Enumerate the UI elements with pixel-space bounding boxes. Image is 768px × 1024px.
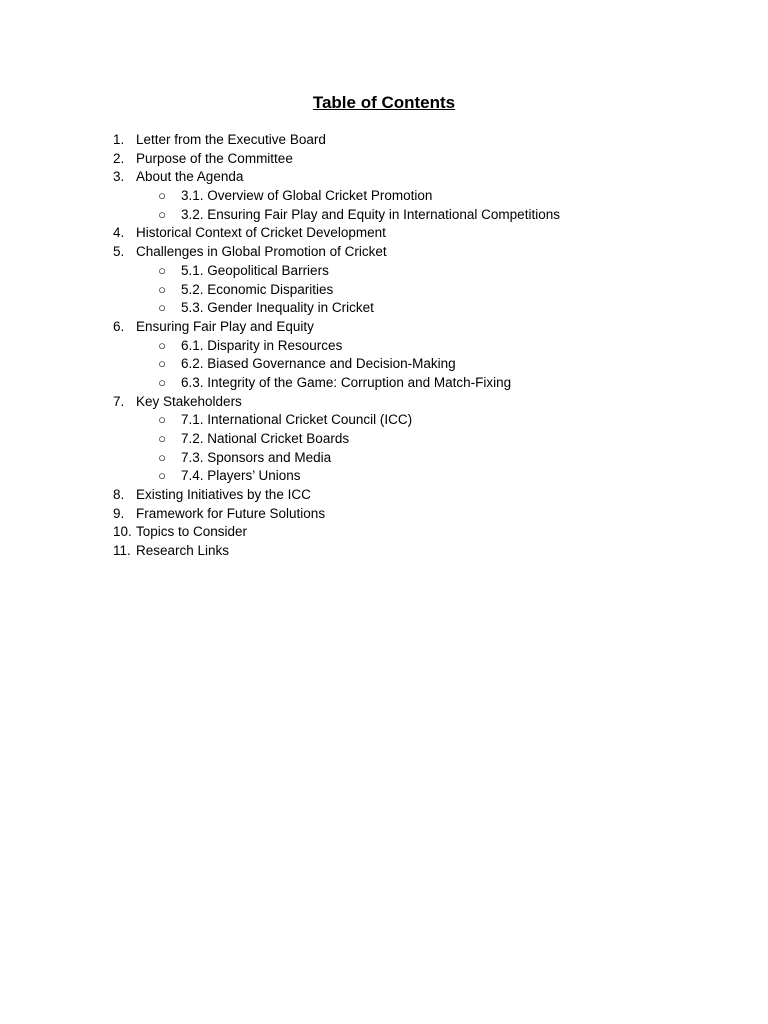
hollow-circle-bullet-icon: ○ bbox=[158, 374, 166, 390]
toc-item-label: Existing Initiatives by the ICC bbox=[136, 487, 311, 503]
toc-item bbox=[0, 486, 768, 505]
toc-item bbox=[0, 150, 768, 169]
toc-item-label: Ensuring Fair Play and Equity bbox=[136, 318, 314, 334]
toc-subitem-label: 6.3. Integrity of the Game: Corruption and Match-Fixing bbox=[181, 374, 512, 390]
toc-subitem-label: 5.3. Gender Inequality in Cricket bbox=[181, 300, 374, 316]
toc-item-number: 11. bbox=[113, 543, 131, 559]
toc-subitem bbox=[0, 467, 768, 486]
toc-subitem-label: 7.3. Sponsors and Media bbox=[181, 449, 332, 465]
toc-item-label: Topics to Consider bbox=[136, 524, 248, 540]
hollow-circle-bullet-icon: ○ bbox=[158, 188, 166, 204]
hollow-circle-bullet-icon: ○ bbox=[158, 412, 166, 428]
toc-subitem bbox=[0, 449, 768, 468]
toc-item-number: 5. bbox=[113, 244, 125, 260]
hollow-circle-bullet-icon: ○ bbox=[158, 468, 166, 484]
toc-subitem bbox=[0, 337, 768, 356]
toc-subitem-label: 3.2. Ensuring Fair Play and Equity in International Competitions bbox=[181, 206, 560, 222]
toc-subitem-label: 6.2. Biased Governance and Decision-Making bbox=[181, 356, 456, 372]
toc-item-number: 3. bbox=[113, 169, 125, 185]
toc-item-label: Key Stakeholders bbox=[136, 393, 242, 409]
toc-subitem bbox=[0, 187, 768, 206]
toc-subitem-label: 7.2. National Cricket Boards bbox=[181, 431, 350, 446]
toc-item-label: About the Agenda bbox=[136, 169, 244, 185]
toc-subitem-label: 3.1. Overview of Global Cricket Promotion bbox=[181, 188, 433, 204]
hollow-circle-bullet-icon: ○ bbox=[158, 356, 166, 372]
toc-item-number: 7. bbox=[113, 393, 125, 409]
toc-subitem-label: 7.1. International Cricket Council (ICC) bbox=[181, 412, 413, 428]
hollow-circle-bullet-icon: ○ bbox=[158, 206, 166, 222]
toc-subitem bbox=[0, 262, 768, 281]
toc-item-label: Historical Context of Cricket Development bbox=[136, 225, 386, 241]
toc-subitem bbox=[0, 411, 768, 430]
hollow-circle-bullet-icon: ○ bbox=[158, 281, 166, 297]
toc-item-label: Framework for Future Solutions bbox=[136, 505, 326, 521]
hollow-circle-bullet-icon: ○ bbox=[158, 431, 166, 446]
toc-item bbox=[0, 542, 768, 561]
toc-item bbox=[0, 131, 768, 150]
toc-item-label: Letter from the Executive Board bbox=[136, 132, 326, 147]
toc-item bbox=[0, 243, 768, 262]
toc-item bbox=[0, 505, 768, 524]
toc-item-number: 8. bbox=[113, 487, 125, 503]
toc-subitem bbox=[0, 206, 768, 225]
toc-item-number: 10. bbox=[113, 524, 132, 540]
hollow-circle-bullet-icon: ○ bbox=[158, 449, 166, 465]
table-of-contents bbox=[0, 131, 768, 561]
toc-subitem bbox=[0, 299, 768, 318]
hollow-circle-bullet-icon: ○ bbox=[158, 300, 166, 316]
toc-item bbox=[0, 168, 768, 187]
toc-item-label: Purpose of the Committee bbox=[136, 150, 293, 166]
toc-item-label: Challenges in Global Promotion of Cricket bbox=[136, 244, 387, 260]
hollow-circle-bullet-icon: ○ bbox=[158, 337, 166, 353]
toc-subitem bbox=[0, 430, 768, 449]
toc-subitem bbox=[0, 281, 768, 300]
toc-item-number: 2. bbox=[113, 150, 125, 166]
toc-item bbox=[0, 224, 768, 243]
toc-subitem-label: 5.2. Economic Disparities bbox=[181, 281, 334, 297]
hollow-circle-bullet-icon: ○ bbox=[158, 262, 166, 278]
toc-subitem-label: 5.1. Geopolitical Barriers bbox=[181, 262, 329, 278]
toc-subitem-label: 7.4. Players’ Unions bbox=[181, 468, 301, 484]
toc-item bbox=[0, 393, 768, 412]
toc-item-number: 9. bbox=[113, 505, 125, 521]
toc-item bbox=[0, 318, 768, 337]
toc-subitem bbox=[0, 355, 768, 374]
toc-item-number: 6. bbox=[113, 318, 125, 334]
page-title: Table of Contents bbox=[312, 93, 456, 112]
toc-subitem bbox=[0, 374, 768, 393]
toc-subitem-label: 6.1. Disparity in Resources bbox=[181, 337, 343, 353]
toc-item-number: 4. bbox=[113, 225, 125, 241]
toc-item bbox=[0, 523, 768, 542]
toc-item-label: Research Links bbox=[136, 543, 230, 559]
toc-item-number: 1. bbox=[113, 132, 125, 147]
